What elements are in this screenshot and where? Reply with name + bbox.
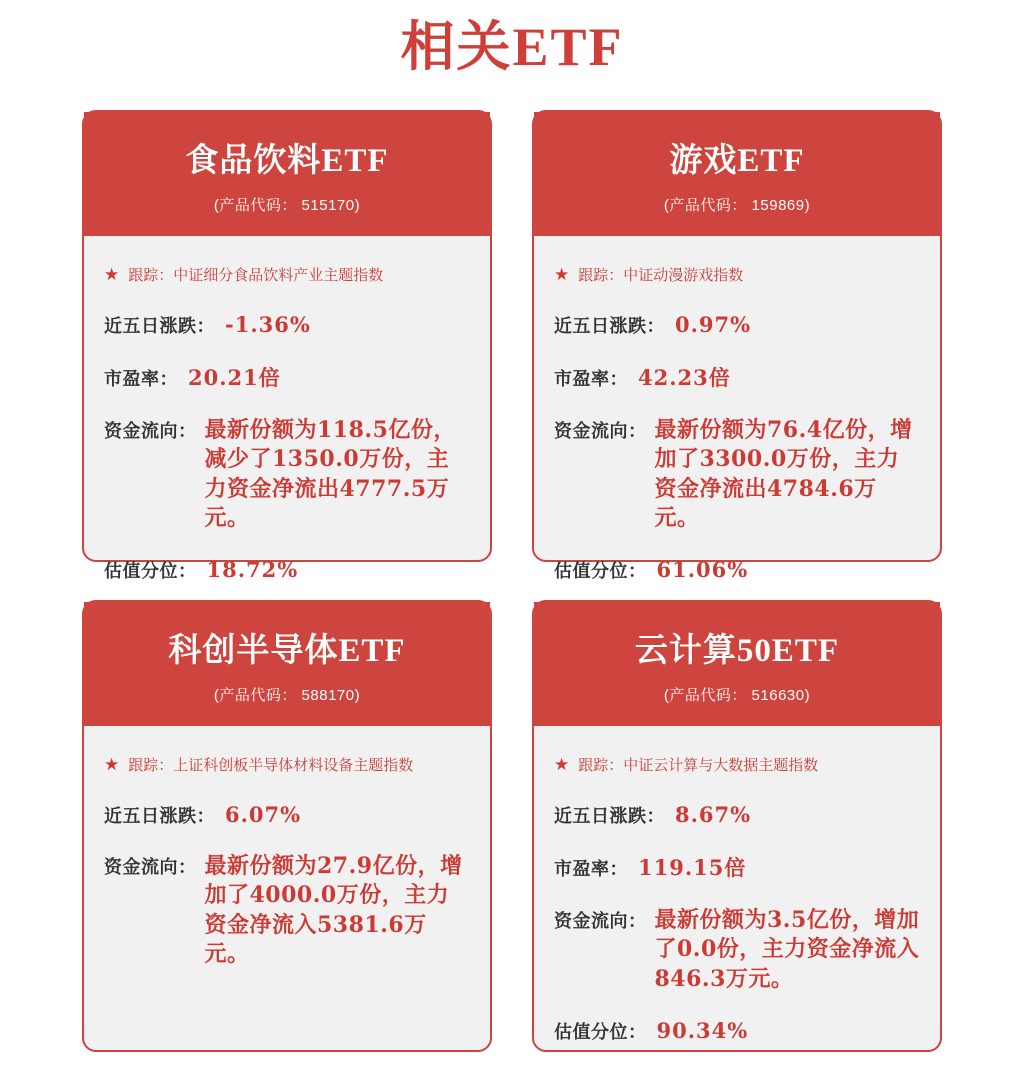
tracking-index-name: 上证科创板半导体材料设备主题指数 xyxy=(173,757,414,774)
valuation-percentile-label: 估值分位： xyxy=(554,1021,647,1042)
pe-ratio-label: 市盈率： xyxy=(554,859,628,879)
valuation-percentile-row xyxy=(554,557,920,583)
etf-card-food-beverage xyxy=(82,110,492,582)
pe-ratio-row xyxy=(554,852,920,882)
five-day-change-label: 近五日涨跌： xyxy=(104,316,215,336)
five-day-change-value: 8.67% xyxy=(675,802,752,827)
etf-card-header xyxy=(534,112,940,236)
etf-product-code: (产品代码： 515170) xyxy=(213,196,361,214)
pe-ratio-row xyxy=(554,362,920,392)
valuation-percentile-row xyxy=(104,557,470,583)
etf-card-body xyxy=(534,236,940,583)
tracking-label: 跟踪： xyxy=(128,757,174,774)
pe-ratio-label: 市盈率： xyxy=(104,369,178,389)
five-day-change-row xyxy=(554,802,920,828)
fund-flow-row xyxy=(104,852,470,969)
etf-name: 云计算50ETF xyxy=(634,632,840,669)
tracking-label: 跟踪： xyxy=(578,267,624,284)
tracking-label: 跟踪： xyxy=(578,757,624,774)
five-day-change-value: 0.97% xyxy=(675,312,752,337)
fund-flow-value: 最新份额为76.4亿份，增加了3300.0万份，主力资金净流出4784.6万元。 xyxy=(654,417,913,531)
tracking-row xyxy=(554,264,920,285)
fund-flow-value: 最新份额为27.9亿份，增加了4000.0万份，主力资金净流入5381.6万元。 xyxy=(204,853,463,967)
valuation-percentile-value: 90.34% xyxy=(656,1017,749,1043)
etf-name: 科创半导体ETF xyxy=(168,632,406,669)
tracking-index-name: 中证细分食品饮料产业主题指数 xyxy=(173,267,384,284)
etf-card-body xyxy=(84,726,490,969)
valuation-percentile-value: 61.06% xyxy=(656,557,749,582)
fund-flow-row xyxy=(104,416,470,533)
pe-ratio-value: 119.15倍 xyxy=(638,855,747,880)
etf-product-code: (产品代码： 588170) xyxy=(213,686,361,704)
star-icon: ★ xyxy=(104,755,120,774)
valuation-percentile-value: 18.72% xyxy=(206,557,299,582)
etf-cards-grid xyxy=(82,110,942,1052)
five-day-change-value: 6.07% xyxy=(225,802,302,827)
etf-card-cloud-computing xyxy=(532,600,942,1052)
five-day-change-label: 近五日涨跌： xyxy=(554,316,665,336)
tracking-row xyxy=(104,264,470,285)
fund-flow-value: 最新份额为118.5亿份，减少了1350.0万份，主力资金净流出4777.5万元。 xyxy=(204,417,456,531)
tracking-index-name: 中证动漫游戏指数 xyxy=(623,267,744,284)
tracking-row xyxy=(554,754,920,775)
pe-ratio-row xyxy=(104,362,470,392)
fund-flow-label: 资金流向： xyxy=(104,857,197,877)
etf-card-header xyxy=(534,602,940,726)
etf-product-code: (产品代码： 159869) xyxy=(663,196,811,214)
star-icon: ★ xyxy=(554,265,570,284)
fund-flow-label: 资金流向： xyxy=(554,911,647,931)
tracking-label: 跟踪： xyxy=(128,267,174,284)
etf-product-code: (产品代码： 516630) xyxy=(663,686,811,704)
pe-ratio-value: 20.21倍 xyxy=(188,365,281,390)
etf-card-body xyxy=(84,236,490,583)
five-day-change-row xyxy=(554,312,920,338)
star-icon: ★ xyxy=(104,265,120,284)
fund-flow-label: 资金流向： xyxy=(104,421,197,441)
etf-name: 游戏ETF xyxy=(669,142,805,179)
tracking-index-name: 中证云计算与大数据主题指数 xyxy=(623,757,819,774)
pe-ratio-value: 42.23倍 xyxy=(638,365,731,390)
page-title: 相关ETF xyxy=(400,17,624,77)
star-icon: ★ xyxy=(554,755,570,774)
etf-card-body xyxy=(534,726,940,1044)
valuation-percentile-label: 估值分位： xyxy=(554,561,647,581)
five-day-change-row xyxy=(104,802,470,828)
pe-ratio-label: 市盈率： xyxy=(554,369,628,389)
fund-flow-row xyxy=(554,416,920,533)
etf-card-gaming xyxy=(532,110,942,582)
etf-card-semiconductor xyxy=(82,600,492,1052)
etf-card-header xyxy=(84,602,490,726)
valuation-percentile-label: 估值分位： xyxy=(104,561,197,581)
valuation-percentile-row xyxy=(554,1018,920,1044)
five-day-change-value: -1.36% xyxy=(225,312,311,337)
five-day-change-row xyxy=(104,312,470,338)
five-day-change-label: 近五日涨跌： xyxy=(104,806,215,826)
five-day-change-label: 近五日涨跌： xyxy=(554,806,665,826)
tracking-row xyxy=(104,754,470,775)
fund-flow-value: 最新份额为3.5亿份，增加了0.0份，主力资金净流入846.3万元。 xyxy=(654,907,920,992)
fund-flow-label: 资金流向： xyxy=(554,421,647,441)
fund-flow-row xyxy=(554,906,920,994)
etf-card-header xyxy=(84,112,490,236)
etf-name: 食品饮料ETF xyxy=(185,142,389,179)
